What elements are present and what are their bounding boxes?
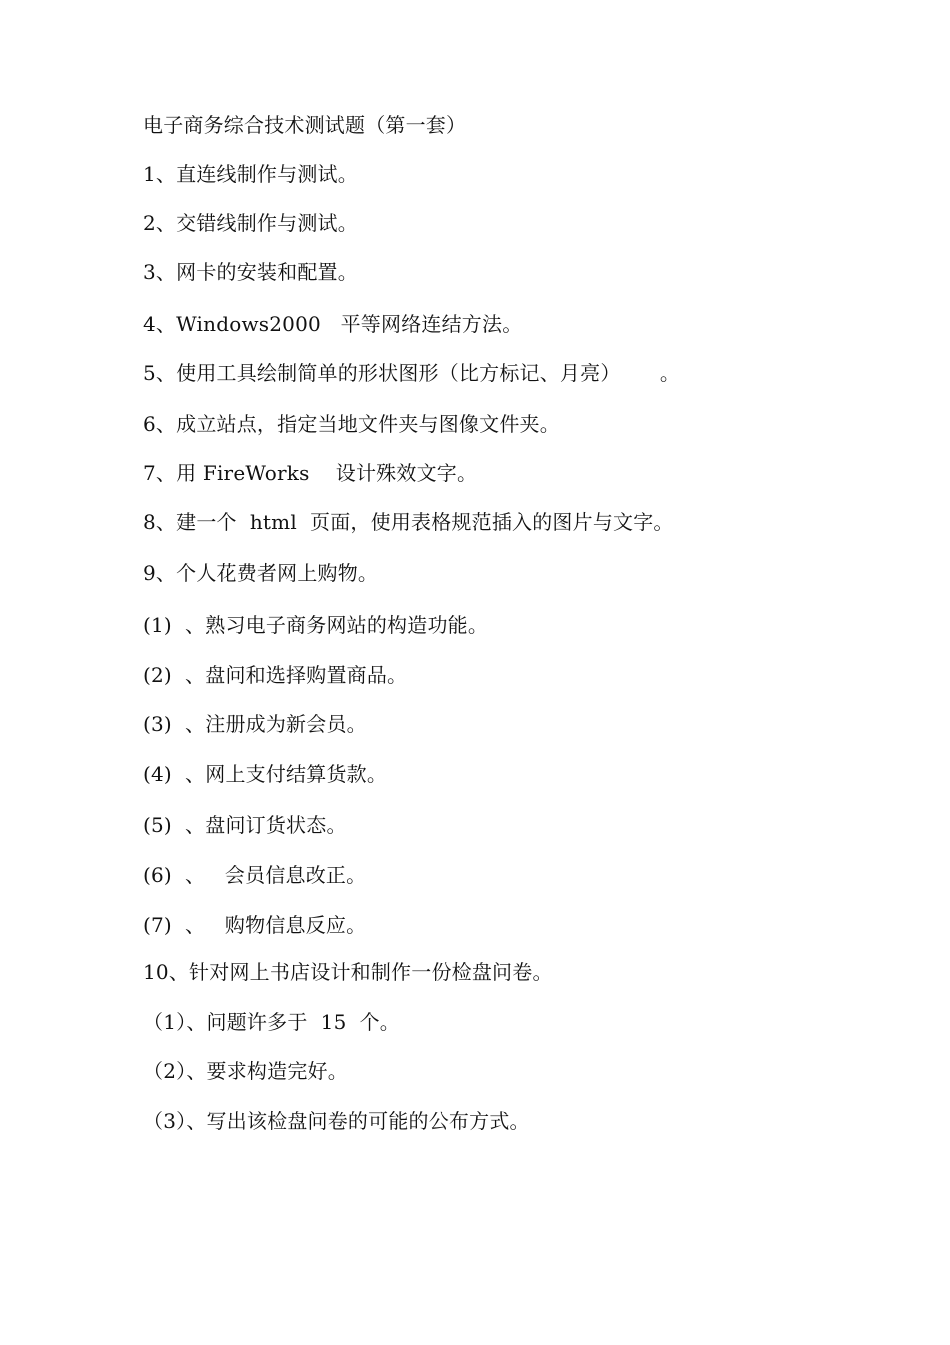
list-item: 6、成立站点，指定当地文件夹与图像文件夹。 (143, 412, 560, 436)
sub-list-item: (4) 、网上支付结算货款。 (143, 762, 388, 786)
list-item: 8、建一个 html 页面，使用表格规范插入的图片与文字。 (143, 510, 674, 534)
sub-list-item: (1) 、熟习电子商务网站的构造功能。 (143, 613, 489, 637)
list-item: 7、用 FireWorks 设计殊效文字。 (143, 461, 478, 485)
sub-list-item: （2）、要求构造完好。 (143, 1059, 348, 1083)
sub-list-item: (7) 、 购物信息反应。 (143, 913, 367, 937)
list-item: 1、直连线制作与测试。 (143, 162, 358, 186)
sub-list-item: (2) 、盘问和选择购置商品。 (143, 663, 408, 687)
list-item: 10、针对网上书店设计和制作一份检盘问卷。 (143, 960, 553, 984)
sub-list-item: (6) 、 会员信息改正。 (143, 863, 367, 887)
list-item: 4、Windows2000 平等网络连结方法。 (143, 312, 523, 336)
document-title: 电子商务综合技术测试题（第一套） (143, 113, 467, 137)
sub-list-item: (5) 、盘问订货状态。 (143, 813, 347, 837)
sub-list-item: （1）、问题许多于 15 个。 (143, 1010, 401, 1034)
sub-list-item: (3) 、注册成为新会员。 (143, 712, 367, 736)
list-item: 2、交错线制作与测试。 (143, 211, 358, 235)
list-item: 3、网卡的安装和配置。 (143, 260, 358, 284)
list-item: 5、使用工具绘制简单的形状图形（比方标记、月亮） 。 (143, 361, 681, 385)
list-item: 9、个人花费者网上购物。 (143, 561, 379, 585)
sub-list-item: （3）、写出该检盘问卷的可能的公布方式。 (143, 1109, 530, 1133)
